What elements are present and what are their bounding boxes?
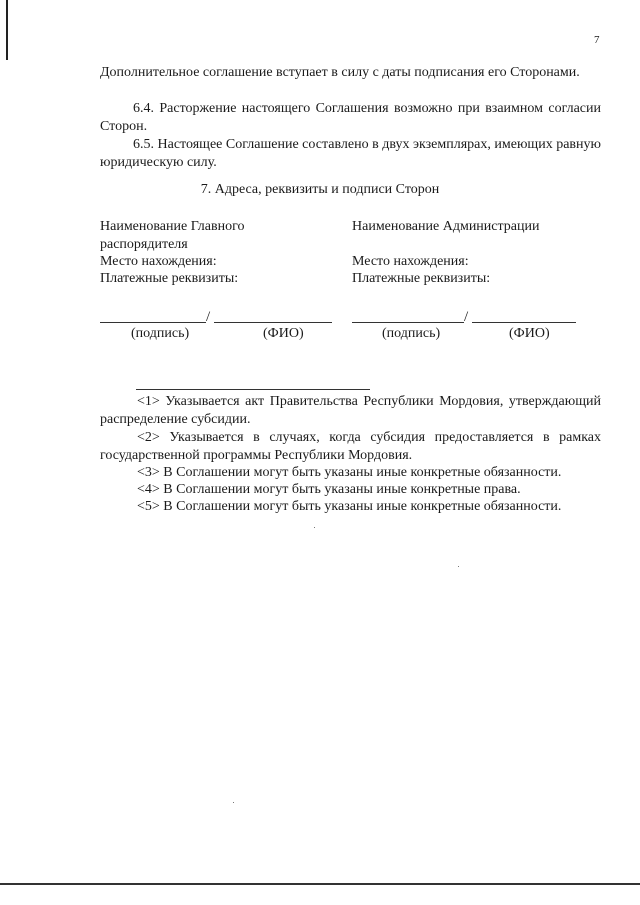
right-party-name-line1: Наименование Администрации xyxy=(352,219,540,234)
scan-speck xyxy=(458,566,459,567)
scan-speck xyxy=(314,527,315,528)
paragraph-effective-date: Дополнительное соглашение вступает в силу с даты подписания его Сторонами. xyxy=(100,65,580,80)
left-signature-caption: (подпись) xyxy=(131,326,190,341)
section-title: 7. Адреса, реквизиты и подписи Сторон xyxy=(200,182,440,197)
right-slash: / xyxy=(464,309,469,325)
footnote-2: <2> Указывается в случаях, когда субсидия предоставляется в рамках государственной программы Республики Мордовия. xyxy=(100,430,601,463)
footnote-3: <3> В Соглашении могут быть указаны иные конкретные обязанности. xyxy=(137,465,562,480)
left-signature-line xyxy=(100,322,206,323)
scan-edge-left xyxy=(6,0,8,60)
right-signature-caption: (подпись) xyxy=(382,326,441,341)
left-party-name-line1: Наименование Главного xyxy=(100,219,245,234)
left-party-location: Место нахождения: xyxy=(100,254,217,269)
footnote-separator xyxy=(136,389,370,390)
left-fio-line xyxy=(214,322,332,323)
footnote-4: <4> В Соглашении могут быть указаны иные конкретные права. xyxy=(137,482,521,497)
footnote-5: <5> В Соглашении могут быть указаны иные конкретные обязанности. xyxy=(137,499,562,514)
right-party-payment: Платежные реквизиты: xyxy=(352,271,491,286)
right-party-location: Место нахождения: xyxy=(352,254,469,269)
left-party-payment: Платежные реквизиты: xyxy=(100,271,239,286)
footnote-1: <1> Указывается акт Правительства Республики Мордовия, утверждающий распределение субсидии. xyxy=(100,394,601,427)
paragraph-6-4: 6.4. Расторжение настоящего Соглашения возможно при взаимном согласии Сторон. xyxy=(100,101,601,134)
left-slash: / xyxy=(206,309,211,325)
scan-speck xyxy=(233,802,234,803)
left-party-name-line2: распорядителя xyxy=(100,237,188,252)
right-fio-line xyxy=(472,322,576,323)
paragraph-6-5: 6.5. Настоящее Соглашение составлено в двух экземплярах, имеющих равную юридическую силу. xyxy=(100,137,601,170)
right-fio-caption: (ФИО) xyxy=(509,326,550,341)
left-fio-caption: (ФИО) xyxy=(263,326,304,341)
scan-edge-bottom xyxy=(0,883,640,885)
right-signature-line xyxy=(352,322,464,323)
page-number: 7 xyxy=(594,34,600,46)
